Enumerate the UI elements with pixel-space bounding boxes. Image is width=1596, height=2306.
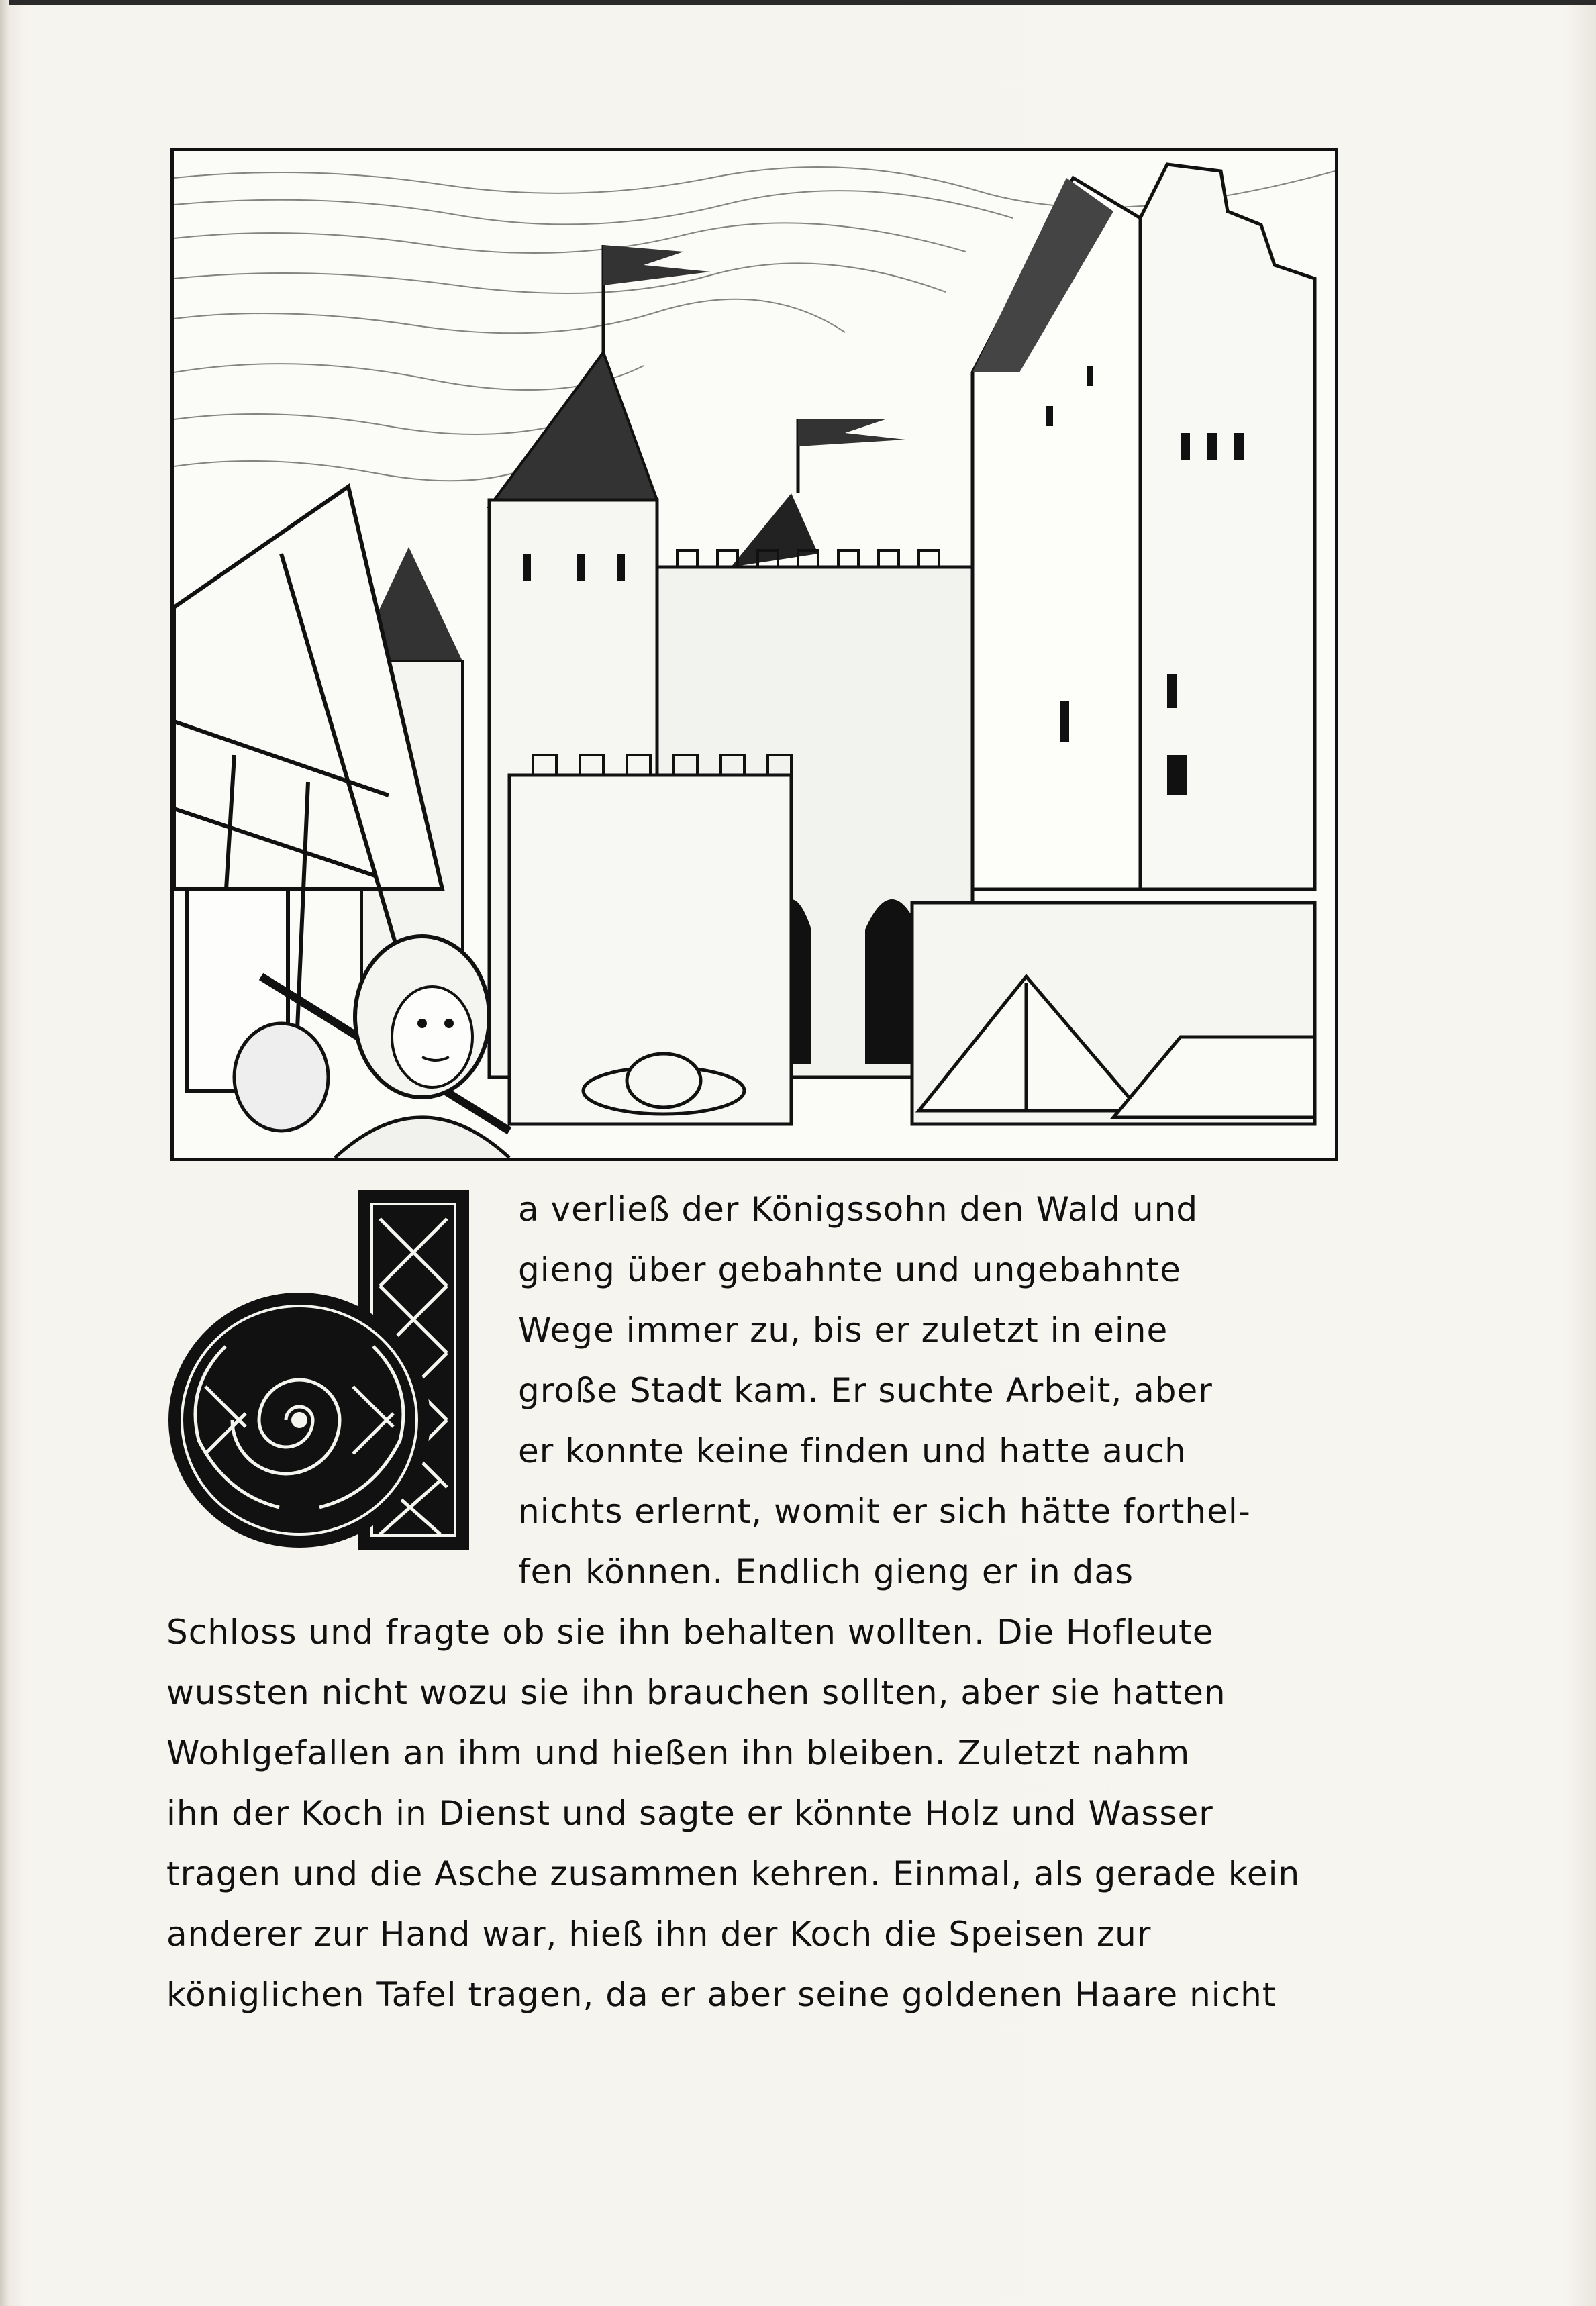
story-line: a verließ der Königssohn den Wald und <box>518 1190 1199 1229</box>
story-line: nichts erlernt, womit er sich hätte forthel- <box>518 1492 1251 1531</box>
story-line: gieng über gebahnte und ungebahnte <box>518 1250 1181 1289</box>
decorated-initial-d <box>165 1185 481 1561</box>
keep-tower <box>972 164 1315 889</box>
castle-drawing <box>174 151 1335 1158</box>
story-line: anderer zur Hand war, hieß ihn der Koch die Speisen zur <box>166 1915 1152 1954</box>
story-line: Schloss und fragte ob sie ihn behalten wollten. Die Hofleute <box>166 1613 1214 1652</box>
story-line: tragen und die Asche zusammen kehren. Einmal, als gerade kein <box>166 1854 1301 1893</box>
story-line: königlichen Tafel tragen, da er aber seine goldenen Haare nicht <box>166 1975 1277 2014</box>
story-line: große Stadt kam. Er suchte Arbeit, aber <box>518 1371 1213 1410</box>
story-line: ihn der Koch in Dienst und sagte er könnte Holz und Wasser <box>166 1794 1213 1833</box>
page-top-edge <box>0 0 1596 5</box>
page-spine-edge <box>0 0 9 2306</box>
story-line: wussten nicht wozu sie ihn brauchen sollten, aber sie hatten <box>166 1673 1226 1712</box>
story-line: Wege immer zu, bis er zuletzt in eine <box>518 1311 1168 1350</box>
castle-illustration <box>170 148 1338 1161</box>
story-line: er konnte keine finden und hatte auch <box>518 1432 1187 1470</box>
flag-icon <box>603 245 905 493</box>
story-line: Wohlgefallen an ihm und hießen ihn bleiben. Zuletzt nahm <box>166 1734 1191 1772</box>
story-line: fen können. Endlich gieng er in das <box>518 1552 1134 1591</box>
